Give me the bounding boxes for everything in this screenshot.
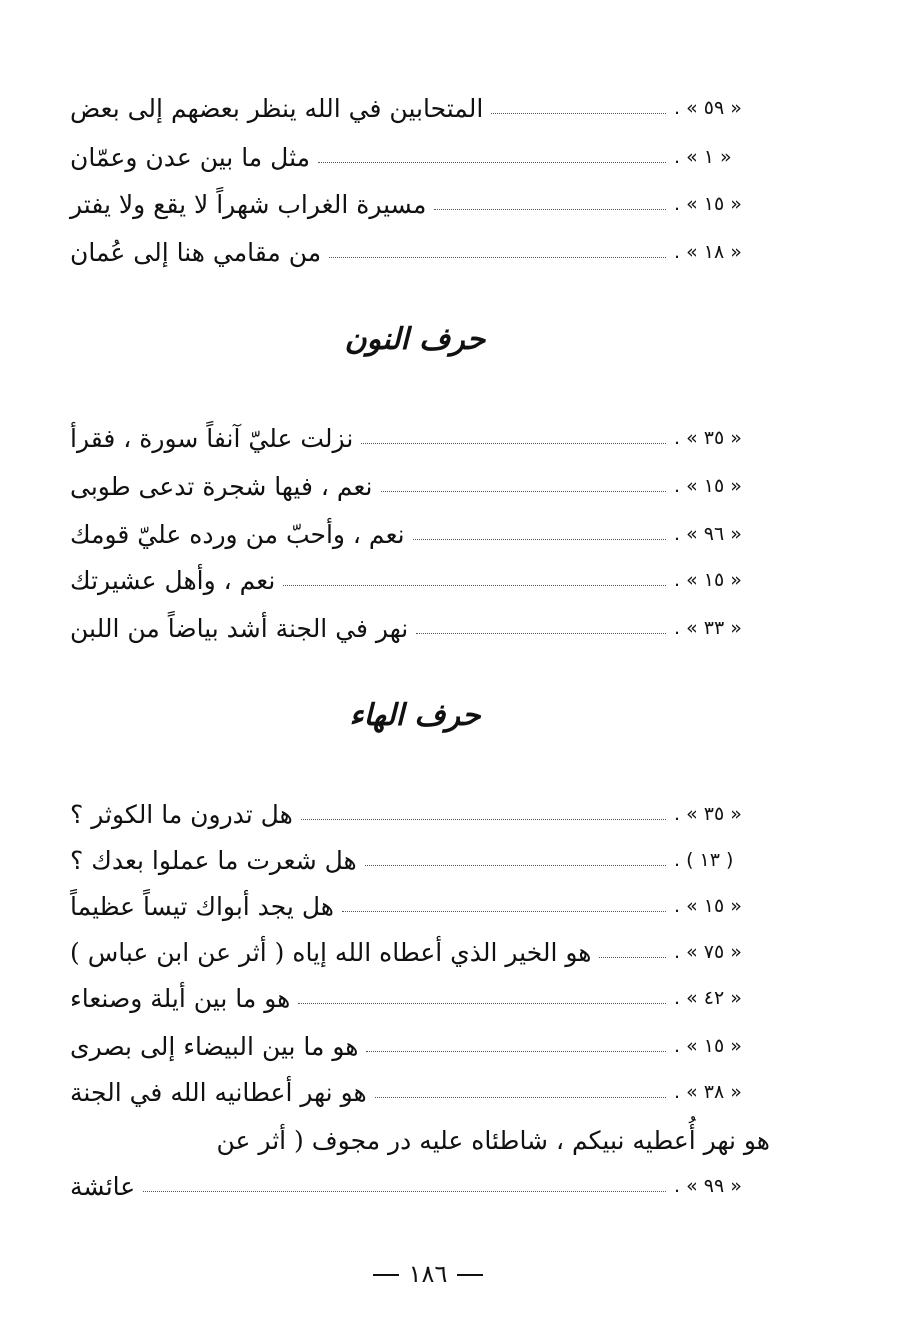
index-entry — [60, 1070, 770, 1114]
index-entry — [60, 230, 770, 274]
index-entry — [60, 464, 770, 508]
leader-dots — [375, 1097, 666, 1098]
entry-reference: . ( ١٣ ) — [674, 849, 734, 871]
section-heading: حرف الهاء — [349, 698, 481, 733]
page-number — [0, 1260, 856, 1288]
entry-reference: . « ١٨ » — [674, 241, 742, 263]
index-entry — [60, 416, 770, 460]
index-entry — [60, 1024, 770, 1068]
index-entry — [60, 838, 770, 882]
index-entry — [60, 558, 770, 602]
entry-text: نهر في الجنة أشد بياضاً من اللبن — [70, 613, 409, 643]
entry-reference: . « ١٥ » — [674, 193, 742, 215]
entry-text: نعم ، وأحبّ من ورده عليّ قومك — [70, 519, 405, 549]
entry-text: عائشة — [70, 1171, 136, 1201]
leader-dots — [434, 209, 666, 210]
section-heading: حرف النون — [344, 322, 486, 357]
entry-text: نعم ، وأهل عشيرتك — [70, 565, 276, 595]
entry-text: نعم ، فيها شجرة تدعى طوبى — [70, 471, 373, 501]
entry-reference: . « ١ » — [674, 146, 732, 168]
index-entry — [60, 1164, 770, 1208]
leader-dots — [342, 911, 666, 912]
leader-dots — [599, 957, 666, 958]
index-entry — [60, 792, 770, 836]
leader-dots — [318, 162, 666, 163]
entry-text: هل شعرت ما عملوا بعدك ؟ — [70, 845, 357, 875]
entry-reference: . « ١٥ » — [674, 569, 742, 591]
entry-reference: . « ٧٥ » — [674, 941, 742, 963]
entry-reference: . « ٣٨ » — [674, 1081, 742, 1103]
entry-text: هو ما بين أيلة وصنعاء — [70, 983, 291, 1013]
entry-text: من مقامي هنا إلى عُمان — [70, 237, 322, 267]
entry-reference: . « ١٥ » — [674, 1035, 742, 1057]
leader-dots — [283, 585, 666, 586]
entry-reference: . « ١٥ » — [674, 475, 742, 497]
index-entry — [60, 86, 770, 130]
entry-reference: . « ٣٣ » — [674, 617, 742, 639]
page-number-value: ١٨٦ — [408, 1260, 448, 1288]
entry-text: المتحابين في الله ينظر بعضهم إلى بعض — [70, 93, 484, 123]
entry-text: نزلت عليّ آنفاً سورة ، فقرأ — [70, 423, 354, 453]
entry-text: مثل ما بين عدن وعمّان — [70, 142, 311, 172]
entry-reference: . « ٣٥ » — [674, 427, 742, 449]
index-entry — [60, 606, 770, 650]
entry-reference: . « ٣٥ » — [674, 803, 742, 825]
dash-right — [373, 1274, 399, 1276]
leader-dots — [365, 865, 666, 866]
entry-reference: . « ١٥ » — [674, 895, 742, 917]
entry-text: هو نهر أعطانيه الله في الجنة — [70, 1077, 367, 1107]
leader-dots — [143, 1191, 666, 1192]
index-entry — [60, 512, 770, 556]
entry-text: هل تدرون ما الكوثر ؟ — [70, 799, 293, 829]
entry-reference: . « ٩٦ » — [674, 523, 742, 545]
leader-dots — [413, 539, 666, 540]
leader-dots — [366, 1051, 666, 1052]
leader-dots — [361, 443, 666, 444]
index-entry — [60, 884, 770, 928]
entry-reference: . « ٩٩ » — [674, 1175, 742, 1197]
index-entry — [60, 930, 770, 974]
index-entry — [60, 135, 770, 179]
leader-dots — [329, 257, 666, 258]
entry-text: هو ما بين البيضاء إلى بصرى — [70, 1031, 359, 1061]
entry-reference: . « ٥٩ » — [674, 97, 742, 119]
entry-text-line: هو نهر أُعطيه نبيكم ، شاطئاه عليه در مجوف ( أثر عن — [216, 1125, 770, 1155]
leader-dots — [491, 113, 666, 114]
leader-dots — [298, 1003, 666, 1004]
entry-text: مسيرة الغراب شهراً لا يقع ولا يفتر — [70, 189, 427, 219]
leader-dots — [416, 633, 666, 634]
leader-dots — [381, 491, 666, 492]
entry-reference: . « ٤٢ » — [674, 987, 742, 1009]
index-entry — [60, 182, 770, 226]
index-entry — [60, 976, 770, 1020]
entry-text: هل يجد أبواك تيساً عظيماً — [70, 891, 334, 921]
entry-text: هو الخير الذي أعطاه الله إياه ( أثر عن ابن عباس ) — [70, 937, 592, 967]
leader-dots — [301, 819, 666, 820]
dash-left — [457, 1274, 483, 1276]
